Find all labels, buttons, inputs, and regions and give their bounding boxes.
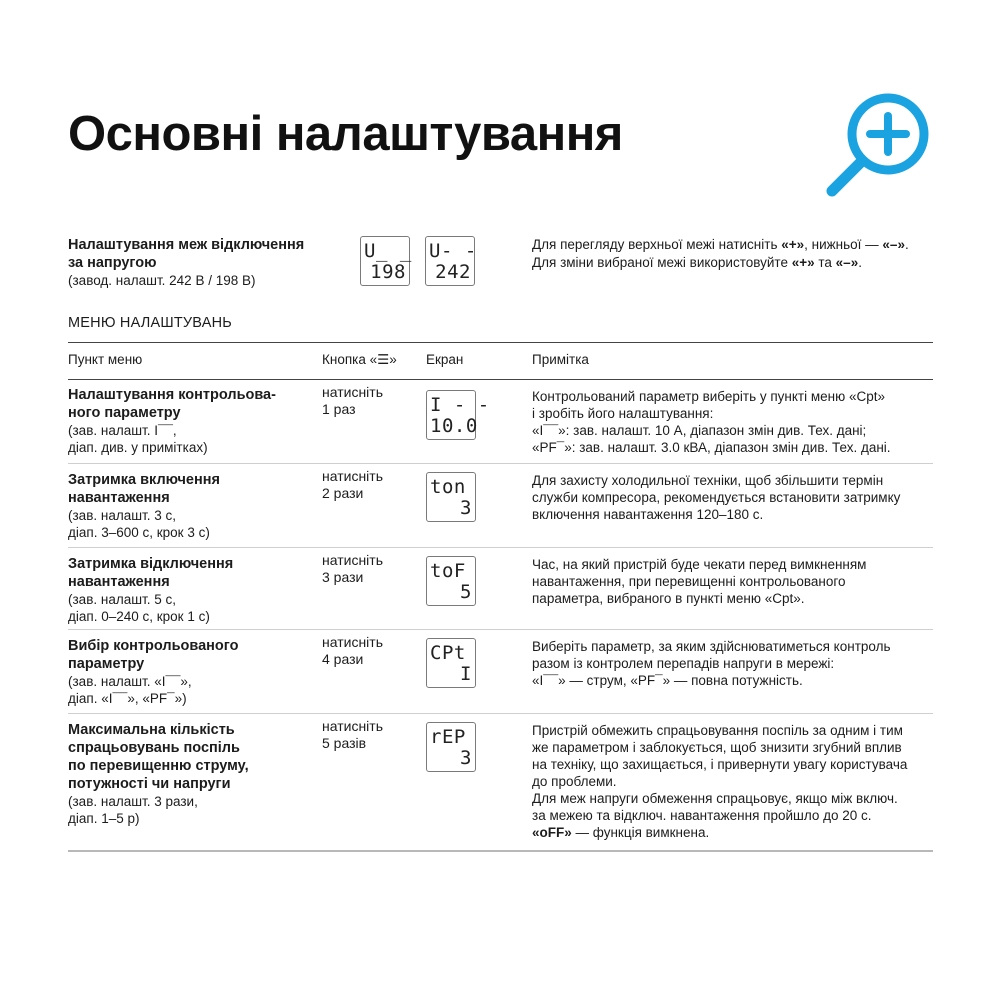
button-presses: натисніть 5 разів <box>322 718 383 751</box>
lcd-screen <box>426 390 490 440</box>
table-header <box>68 342 933 380</box>
header-button: Кнопка «☰» <box>322 352 397 367</box>
settings-table <box>68 342 933 852</box>
button-presses: натисніть 1 раз <box>322 384 383 417</box>
lcd-screen <box>426 472 476 522</box>
menu-item-control-parameter: Налаштування контрольова- ного параметру (зав. налашт. I¯¯, діап. див. у примітках) <box>68 387 276 455</box>
voltage-limits-note <box>532 236 952 272</box>
row-note: Виберіть параметр, за яким здійснюватиметься контроль разом із контролем перепадів напруги в мережі: «I¯¯» — струм, «PF¯» — повна потужність. <box>532 639 891 688</box>
header-note: Примітка <box>532 352 589 367</box>
button-presses: натисніть 3 рази <box>322 552 383 585</box>
voltage-limits-default: (завод. налашт. 242 В / 198 В) <box>68 273 256 288</box>
row-note: Час, на який пристрій буде чекати перед вимкненням навантаження, при перевищенні контрольованого параметра, вибраного в пункті меню «Cpt». <box>532 557 867 606</box>
lcd-display: I - - 10.0 <box>426 390 476 440</box>
table-row <box>68 548 933 630</box>
note-line: Для перегляду верхньої межі натисніть «+», нижньої — «–». <box>532 237 909 252</box>
table-row <box>68 714 933 852</box>
button-presses: натисніть 4 рази <box>322 634 383 667</box>
menu-item-max-trips: Максимальна кількість спрацьовувань поспіль по перевищенню струму, потужності чи напруги (зав. налашт. 3 рази, діап. 1–5 р) <box>68 722 249 826</box>
table-row <box>68 380 933 464</box>
voltage-limits-section <box>68 236 338 290</box>
row-note: Пристрій обмежить спрацьовування поспіль за одним і тим же параметром і заблокується, щоб знизити згубний вплив на техніку, що захищається, і привернути увагу користувача до проблеми. Для меж напруги обмеження спрацьовує, якщо між включ. за межею та відключ. навантаження пройшло до 20 с. «oFF» — функція вимкнена. <box>532 722 932 841</box>
row-note: Для захисту холодильної техніки, щоб збільшити термін служби компресора, рекомендується встановити затримку включення навантаження 120–180 с. <box>532 473 901 522</box>
table-row <box>68 464 933 548</box>
lcd-display-low-limit: U_ _ 198 <box>360 236 410 286</box>
zoom-in-magnifier-icon[interactable] <box>822 88 938 204</box>
table-row <box>68 630 933 714</box>
settings-menu-heading: МЕНЮ НАЛАШТУВАНЬ <box>68 315 232 331</box>
lcd-display: toF 5 <box>426 556 476 606</box>
page-title: Основні налаштування <box>68 107 623 161</box>
menu-item-switch-off-delay: Затримка відключення навантаження (зав. налашт. 5 с, діап. 0–240 с, крок 1 с) <box>68 556 234 624</box>
lcd-screen <box>426 638 476 688</box>
voltage-limits-title: Налаштування меж відключення за напругою <box>68 237 305 271</box>
lcd-screen <box>426 722 476 772</box>
lcd-display: CPt I <box>426 638 476 688</box>
menu-item-parameter-select: Вибір контрольованого параметру (зав. налашт. «I¯¯», діап. «I¯¯», «PF¯») <box>68 638 239 706</box>
note-keyword-line: «oFF» — функція вимкнена. <box>532 825 710 840</box>
voltage-limit-displays <box>360 236 475 286</box>
note-line: Для зміни вибраної межі використовуйте «+» та «–». <box>532 255 862 270</box>
row-note: Контрольований параметр виберіть у пункті меню «Cpt» і зробіть його налаштування: «I¯¯»: зав. налашт. 10 А, діапазон змін див. Тех. дані; «PF¯»: зав. налашт. 3.0 кВА, діапазон змін див. Тех. дані. <box>532 389 891 455</box>
header-item: Пункт меню <box>68 352 143 367</box>
button-presses: натисніть 2 рази <box>322 468 383 501</box>
lcd-display-high-limit: U- - 242 <box>425 236 475 286</box>
lcd-display: ton 3 <box>426 472 476 522</box>
lcd-screen <box>426 556 476 606</box>
header-screen: Екран <box>426 352 464 367</box>
lcd-display: rEP 3 <box>426 722 476 772</box>
menu-item-switch-on-delay: Затримка включення навантаження (зав. налашт. 3 с, діап. 3–600 с, крок 3 с) <box>68 472 220 540</box>
